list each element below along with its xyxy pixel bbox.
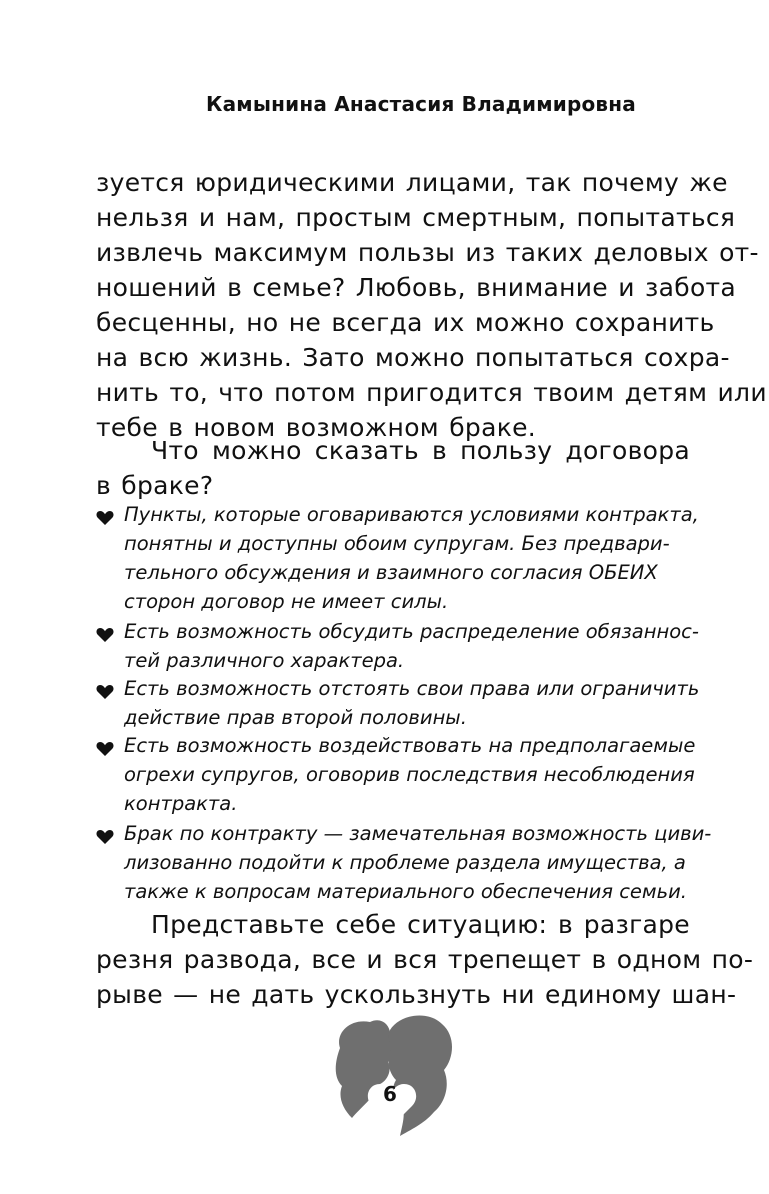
heart-icon — [96, 627, 114, 643]
bullet-line: огрехи супругов, оговорив последствия несоблюдения — [124, 763, 695, 786]
bullet-line: Брак по контракту — замечательная возможность циви- — [124, 822, 712, 845]
running-header-author: Камынина Анастасия Владимировна — [206, 92, 636, 116]
bullet-line: Пункты, которые оговариваются условиями контракта, — [124, 503, 699, 526]
heart-icon — [96, 829, 114, 845]
heart-icon — [96, 684, 114, 700]
text-line: резня развода, все и вся трепещет в одном по- — [96, 945, 754, 974]
text-line: нельзя и нам, простым смертным, попытаться — [96, 203, 736, 232]
heart-icon — [96, 510, 114, 526]
kissing-couple-silhouette-icon — [330, 1008, 460, 1138]
bullet-line: тей различного характера. — [124, 649, 405, 672]
text-line: извлечь максимум пользы из таких деловых от- — [96, 238, 759, 267]
bullet-line: Есть возможность отстоять свои права или ограничить — [124, 677, 700, 700]
bullet-line: действие прав второй половины. — [124, 706, 467, 729]
text-line: в браке? — [96, 471, 214, 500]
heart-icon — [96, 741, 114, 757]
text-line: рыве — не дать ускользнуть ни единому шан- — [96, 980, 737, 1009]
bullet-line: понятны и доступны обоим супругам. Без предвари- — [124, 532, 670, 555]
bullet-line: тельного обсуждения и взаимного согласия ОБЕИХ — [124, 561, 658, 584]
text-line: тебе в новом возможном браке. — [96, 413, 537, 442]
text-line: на всю жизнь. Зато можно попытаться сохра- — [96, 343, 730, 372]
bullet-line: также к вопросам материального обеспечения семьи. — [124, 880, 687, 903]
page-number: 6 — [383, 1082, 397, 1106]
bullet-line: контракта. — [124, 792, 238, 815]
text-line: зуется юридическими лицами, так почему же — [96, 168, 728, 197]
text-line: Что можно сказать в пользу договора — [151, 436, 690, 465]
bullet-line: сторон договор не имеет силы. — [124, 590, 449, 613]
bullet-line: Есть возможность обсудить распределение обязаннос- — [124, 620, 699, 643]
bullet-line: Есть возможность воздействовать на предполагаемые — [124, 734, 696, 757]
bullet-line: лизованно подойти к проблеме раздела имущества, а — [124, 851, 686, 874]
text-line: ношений в семье? Любовь, внимание и забота — [96, 273, 737, 302]
text-line: Представьте себе ситуацию: в разгаре — [151, 910, 690, 939]
text-line: бесценны, но не всегда их можно сохранить — [96, 308, 715, 337]
text-line: нить то, что потом пригодится твоим детям или — [96, 378, 767, 407]
